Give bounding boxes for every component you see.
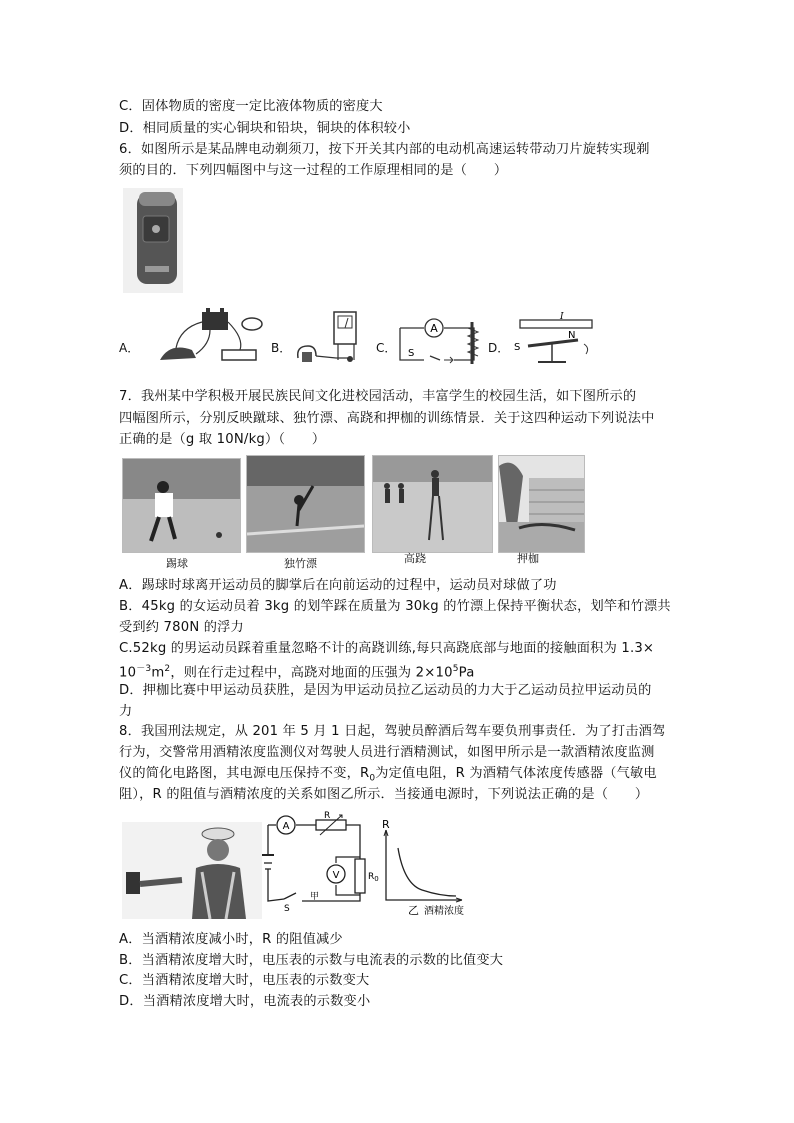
photo-yajia bbox=[498, 455, 585, 553]
q6-ammeter-label: A bbox=[430, 322, 438, 335]
graph-y-label: R bbox=[382, 818, 390, 831]
q7-option-b-line1: B．45kg 的女运动员着 3kg 的划竿踩在质量为 30kg 的竹漂上保持平衡状态，划竿和竹漂共 bbox=[119, 599, 671, 614]
q8-option-b: B．当酒精浓度增大时，电压表的示数与电流表的示数的比值变大 bbox=[119, 953, 504, 968]
q8-option-d: D．当酒精浓度增大时，电流表的示数变小 bbox=[119, 994, 371, 1009]
yajia-illustration bbox=[499, 456, 584, 552]
caption-bamboo-drifting: 独竹漂 bbox=[284, 557, 317, 570]
q8-stem-line2: 行为，交警常用酒精浓度监测仪对驾驶人员进行酒精测试，如图甲所示是一款酒精浓度监测 bbox=[119, 745, 655, 760]
caption-yajia: 押枷 bbox=[517, 552, 539, 565]
q7-option-c-line2: $10^{-3}m^2$，则在行走过程中，高跷对地面的压强为 $2\times 10^5Pa$ bbox=[119, 664, 475, 681]
caption-stilts: 高跷 bbox=[404, 552, 426, 565]
photo-kick-ball bbox=[122, 458, 241, 553]
q8-r0-label: $R_0$ bbox=[368, 872, 379, 883]
circuit-diagram-jia bbox=[262, 811, 379, 914]
q6-option-b-letter: B． bbox=[271, 341, 292, 355]
q5-option-d: D．相同质量的实心铜块和铅块，铜块的体积较小 bbox=[119, 121, 411, 136]
q7-stem-line2: 四幅图所示，分别反映蹴球、独竹漂、高跷和押枷的训练情景．关于这四种运动下列说法中 bbox=[119, 411, 655, 426]
q6-stem-line2: 须的目的．下列四幅图中与这一过程的工作原理相同的是（ ） bbox=[119, 163, 508, 178]
q8-stem-line1: 8．我国刑法规定，从 201 年 5 月 1 日起，驾驶员醉酒后驾车要负刑事责任．为了打击酒驾 bbox=[119, 724, 666, 739]
shaver-illustration bbox=[123, 188, 183, 293]
q6-option-d-letter: D． bbox=[488, 341, 510, 355]
q8-option-a: A．当酒精浓度减小时，R 的阻值减少 bbox=[119, 932, 343, 947]
kick-ball-illustration bbox=[123, 459, 240, 552]
graph-yi bbox=[378, 818, 470, 918]
q5-option-c: C．固体物质的密度一定比液体物质的密度大 bbox=[119, 99, 383, 114]
graph-x-label: 酒精浓度 bbox=[424, 906, 464, 917]
q6-switch-label: S bbox=[408, 348, 415, 359]
q7-option-d-line2: 力 bbox=[119, 704, 133, 719]
q6-diagram-b bbox=[292, 308, 370, 368]
q6-diagram-d bbox=[508, 314, 596, 368]
graph-yi-label: 乙 bbox=[408, 904, 419, 917]
q8-jia-label: 甲 bbox=[310, 892, 320, 902]
q6-stem-line1: 6．如图所示是某品牌电动剃须刀，按下开关其内部的电动机高速运转带动刀片旋转实现剃 bbox=[119, 142, 650, 157]
shaver-photo bbox=[123, 188, 183, 293]
stilts-illustration bbox=[373, 456, 492, 552]
photo-stilts bbox=[372, 455, 493, 553]
q7-option-b-line2: 受到约 780N 的浮力 bbox=[119, 620, 244, 635]
q8-voltmeter-label: V bbox=[332, 870, 340, 881]
photo-bamboo-drifting bbox=[246, 455, 365, 553]
q8-stem-line4: 阻），R 的阻值与酒精浓度的关系如图乙所示．当接通电源时，下列说法正确的是（ ） bbox=[119, 787, 649, 802]
q7-stem-line1: 7．我州某中学积极开展民族民间文化进校园活动，丰富学生的校园生活，如下图所示的 bbox=[119, 389, 637, 404]
q8-option-c: C．当酒精浓度增大时，电压表的示数变大 bbox=[119, 973, 370, 988]
q7-option-a: A．踢球时球离开运动员的脚掌后在向前运动的过程中，运动员对球做了功 bbox=[119, 578, 557, 593]
q7-stem-line3: 正确的是（g 取 10N/kg）（ ） bbox=[119, 432, 326, 447]
officer-photo bbox=[122, 822, 262, 919]
caption-kick-ball: 踢球 bbox=[166, 557, 188, 570]
q8-sensor-label: R bbox=[324, 811, 331, 821]
q6-diagram-c bbox=[396, 314, 488, 364]
q6-diagram-a bbox=[140, 308, 270, 368]
q6-option-c-letter: C． bbox=[376, 341, 397, 355]
officer-illustration bbox=[122, 822, 262, 919]
bamboo-drifting-illustration bbox=[247, 456, 364, 552]
q8-ammeter-label: A bbox=[282, 821, 290, 832]
q6-rod-label: I bbox=[560, 312, 564, 322]
q6-option-a-letter: A． bbox=[119, 341, 140, 355]
q7-option-d-line1: D．押枷比赛中甲运动员获胜，是因为甲运动员拉乙运动员的力大于乙运动员拉甲运动员的 bbox=[119, 683, 652, 698]
q7-option-c-line1: C.52kg 的男运动员踩着重量忽略不计的高跷训练,每只高跷底部与地面的接触面积为 1.3× bbox=[119, 641, 655, 656]
q6-magnet-n-label: N bbox=[568, 330, 576, 341]
q6-magnet-s-label: S bbox=[514, 342, 521, 353]
q8-stem-line3: 仪的简化电路图，其电源电压保持不变，$R_0$为定值电阻，R 为酒精气体浓度传感器（气敏电 bbox=[119, 766, 657, 784]
q8-switch-label: S bbox=[284, 904, 290, 914]
